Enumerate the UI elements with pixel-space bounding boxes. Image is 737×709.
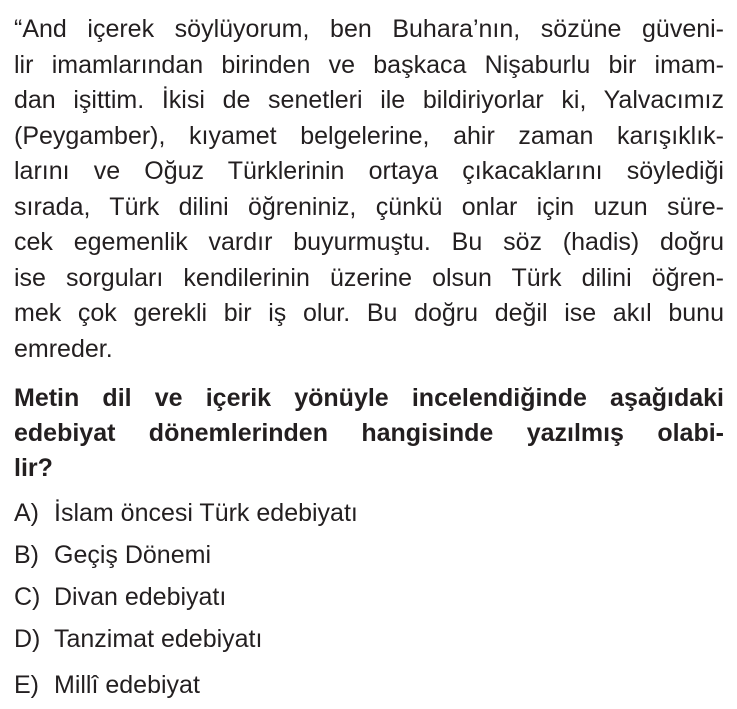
option-text: İslam öncesi Türk edebiyatı	[54, 499, 358, 527]
option-text: Millî edebiyat	[54, 671, 200, 699]
option-letter: A)	[14, 499, 39, 527]
option-text: Geçiş Dönemi	[54, 541, 211, 569]
passage-line: lir imamlarından birinden ve başkaca Nişaburlu bir imam-	[14, 50, 724, 79]
passage-line: emreder.	[14, 334, 113, 363]
option-letter: E)	[14, 671, 39, 699]
passage-line: ise sorguları kendilerinin üzerine olsun Türk dilini öğren-	[14, 263, 724, 292]
option-letter: C)	[14, 583, 41, 611]
option-letter: B)	[14, 541, 39, 569]
passage-text	[14, 12, 724, 367]
option-c[interactable]	[14, 576, 724, 618]
question-line: lir?	[14, 454, 53, 482]
passage-line: “And içerek söylüyorum, ben Buhara’nın, sözüne güveni-	[14, 15, 724, 43]
passage-line: sırada, Türk dilini öğreniniz, çünkü onlar için uzun süre-	[14, 192, 724, 221]
passage-line: cek egemenlik vardır buyurmuştu. Bu söz (hadis) doğru	[14, 228, 724, 256]
question-stem	[14, 381, 724, 486]
option-letter: D)	[14, 625, 41, 653]
option-text: Divan edebiyatı	[54, 583, 227, 611]
passage-line: dan işittim. İkisi de senetleri ile bildiriyorlar ki, Yalvacımız	[14, 86, 724, 114]
answer-options	[14, 492, 724, 706]
question-line: edebiyat dönemlerinden hangisinde yazılmış olabi-	[14, 419, 724, 447]
passage-line: larını ve Oğuz Türklerinin ortaya çıkacaklarını söylediği	[14, 157, 724, 185]
option-text: Tanzimat edebiyatı	[54, 625, 263, 653]
option-d[interactable]	[14, 618, 724, 660]
passage-line: (Peygamber), kıyamet belgelerine, ahir zaman karışıklık-	[14, 121, 724, 150]
passage-line: mek çok gerekli bir iş olur. Bu doğru değil ise akıl bunu	[14, 299, 724, 327]
option-e[interactable]	[14, 664, 724, 706]
option-a[interactable]	[14, 492, 724, 534]
question-line: Metin dil ve içerik yönüyle incelendiğinde aşağıdaki	[14, 384, 724, 412]
question-page	[14, 12, 724, 706]
option-b[interactable]	[14, 534, 724, 576]
